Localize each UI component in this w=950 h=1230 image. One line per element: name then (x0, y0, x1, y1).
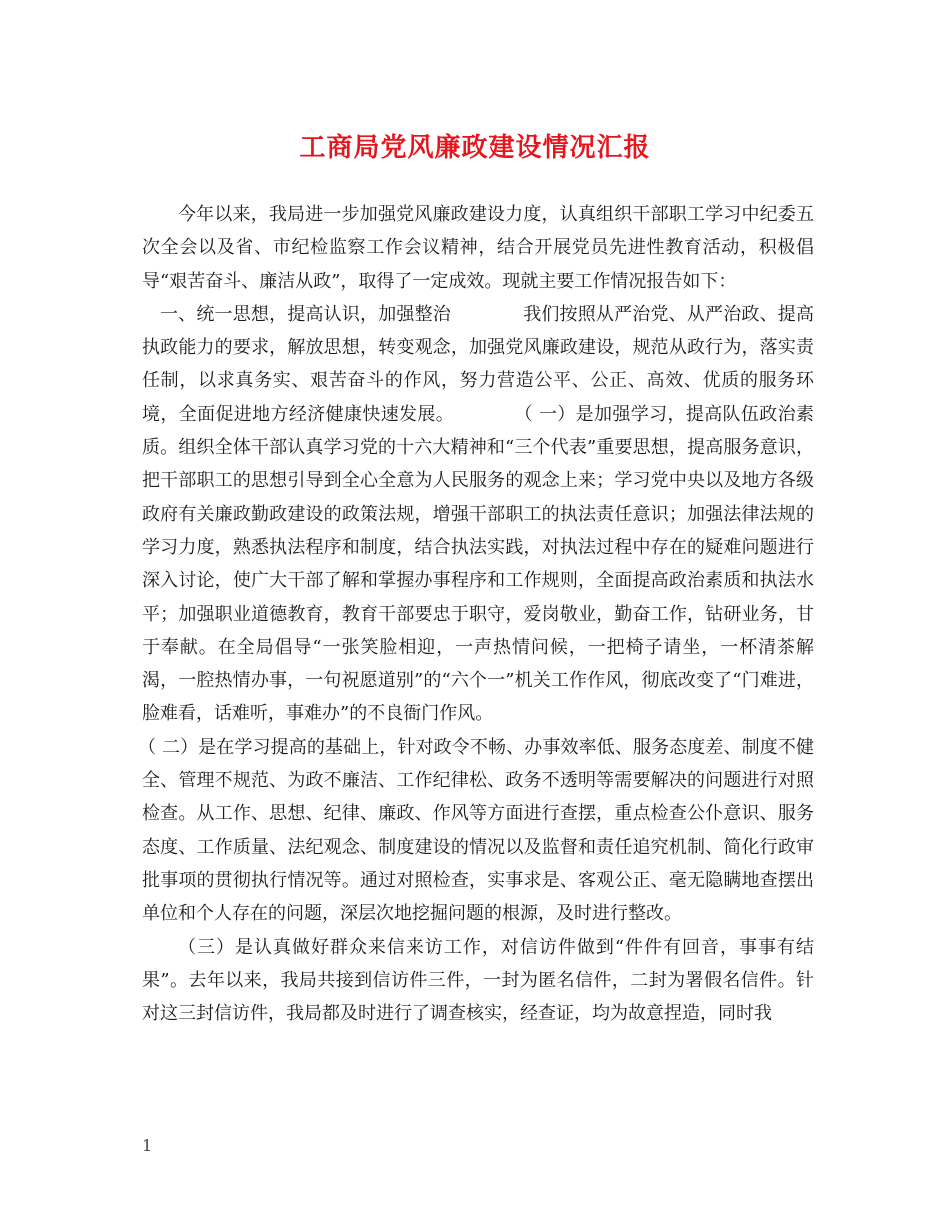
document-body (138, 198, 815, 1030)
page-number: 1 (142, 1136, 153, 1155)
section1-text: 我们按照从严治党、从严治政、提高执政能力的要求，解放思想，转变观念，加强党风廉政建设，规范从政行为，落实责任制，以求真务实、艰苦奋斗的作风，努力营造公平、公正、高效、优质的服务环境，全面促进地方经济健康快速发展。 (142, 303, 814, 425)
item1-heading: （ 一）是加强学习，提高队伍政治素质。 (142, 403, 814, 459)
intro-paragraph: 今年以来，我局进一步加强党风廉政建设力度，认真组织干部职工学习中纪委五次全会以及省、市纪检监察工作会议精神，结合开展党员先进性教育活动，积极倡导“艰苦奋斗、廉洁从政”，取得了一定成效。现就主要工作情况报告如下： (142, 204, 814, 292)
item2-paragraph: （ 二）是在学习提高的基础上，针对政令不畅、办事效率低、服务态度差、制度不健全、管理不规范、为政不廉洁、工作纪律松、政务不透明等需要解决的问题进行对照检查。从工作、思想、纪律、廉政、作风等方面进行查摆，重点检查公仆意识、服务态度、工作质量、法纪观念、制度建设的情况以及监督和责任追究机制、简化行政审批事项的贯彻执行情况等。通过对照检查，实事求是、客观公正、毫无隐瞒地查摆出单位和个人存在的问题，深层次地挖掘问题的根源，及时进行整改。 (138, 736, 814, 925)
document-title: 工商局党风廉政建设情况汇报 (299, 133, 651, 163)
section1-paragraph (142, 298, 814, 731)
item1-text: 组织全体干部认真学习党的十六大精神和“三个代表”重要思想，提高服务意识，把干部职工的思想引导到全心全意为人民服务的观念上来；学习党中央以及地方各级政府有关廉政勤政建设的政策法规，增强干部职工的执法责任意识；加强法律法规的学习力度，熟悉执法程序和制度，结合执法实践，对执法过程中存在的疑难问题进行深入讨论，使广大干部了解和掌握办事程序和工作规则，全面提高政治素质和执法水平；加强职业道德教育，教育干部要忠于职守，爱岗敬业，勤奋工作，钻研业务，甘于奉献。在全局倡导“一张笑脸相迎，一声热情问候，一把椅子请坐，一杯清茶解渴，一腔热情办事，一句祝愿道别”的“六个一”机关工作作风，彻底改变了“门难进，脸难看，话难听，事难办”的不良衙门作风。 (142, 437, 815, 725)
item3-paragraph: （三）是认真做好群众来信来访工作，对信访件做到“件件有回音，事事有结果”。去年以来，我局共接到信访件三件，一封为匿名信件，二封为署假名信件。针对这三封信访件，我局都及时进行了调查核实，经查证，均为故意捏造，同时我 (142, 936, 814, 1025)
section1-heading: 一、统一思想，提高认识，加强整治 (160, 303, 451, 325)
